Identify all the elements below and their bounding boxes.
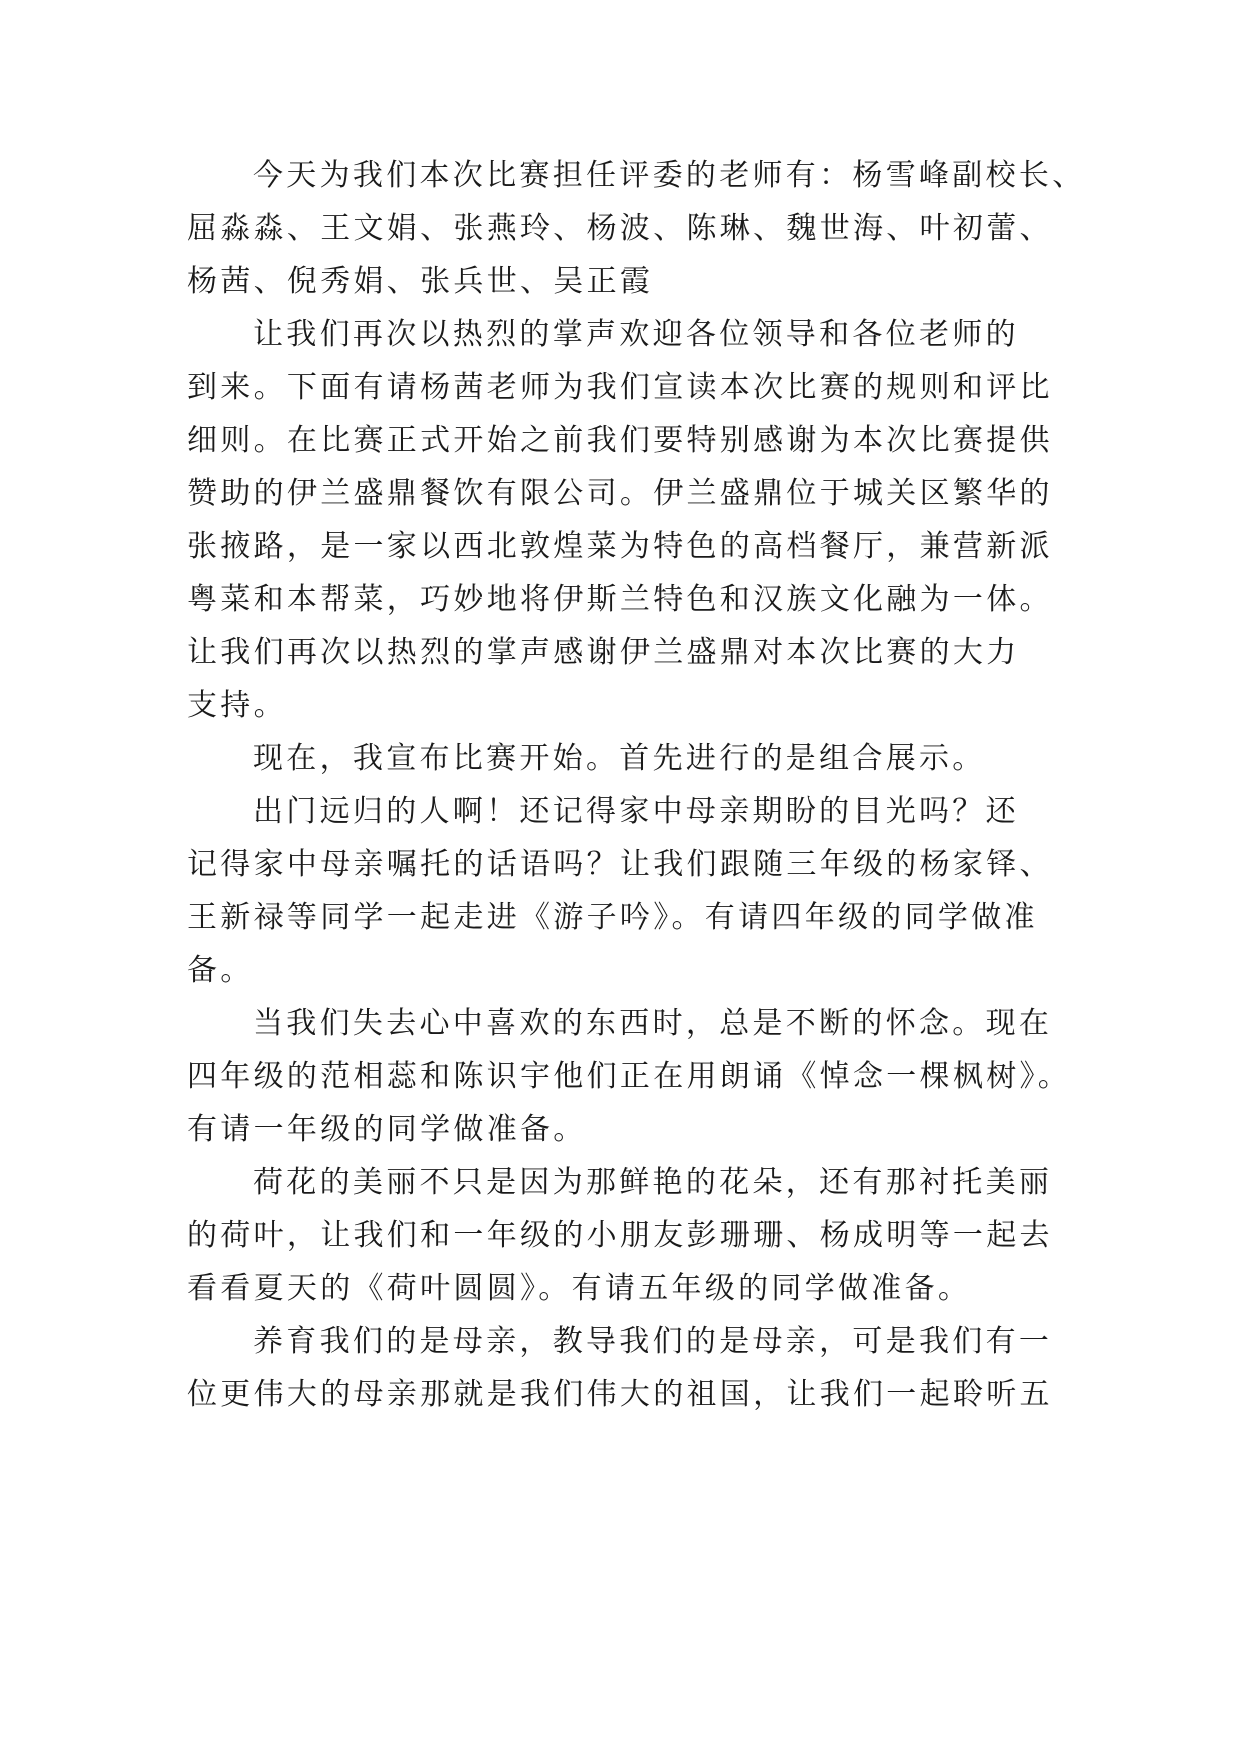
paragraph-2-line-6: 粤菜和本帮菜，巧妙地将伊斯兰特色和汉族文化融为一体。	[187, 582, 1053, 617]
paragraph-4-line-4: 备。	[187, 953, 254, 988]
paragraph-2-line-7: 让我们再次以热烈的掌声感谢伊兰盛鼎对本次比赛的大力	[187, 635, 1020, 670]
paragraph-4-line-2: 记得家中母亲嘱托的话语吗？让我们跟随三年级的杨家铎、	[187, 847, 1053, 882]
paragraph-2-line-4: 赞助的伊兰盛鼎餐饮有限公司。伊兰盛鼎位于城关区繁华的	[187, 476, 1053, 511]
paragraph-7-line-1: 养育我们的是母亲，教导我们的是母亲，可是我们有一	[253, 1324, 1053, 1359]
paragraph-2-line-1: 让我们再次以热烈的掌声欢迎各位领导和各位老师的	[253, 317, 1019, 352]
paragraph-2-line-2: 到来。下面有请杨茜老师为我们宣读本次比赛的规则和评比	[187, 370, 1053, 405]
paragraph-4-line-3: 王新禄等同学一起走进《游子吟》。有请四年级的同学做准	[187, 900, 1038, 935]
paragraph-5-line-2: 四年级的范相蕊和陈识宇他们正在用朗诵《悼念一棵枫树》。	[187, 1059, 1072, 1094]
paragraph-2-line-5: 张掖路，是一家以西北敦煌菜为特色的高档餐厅，兼营新派	[187, 529, 1053, 564]
paragraph-3-line-1: 现在，我宣布比赛开始。首先进行的是组合展示。	[253, 741, 986, 776]
paragraph-2-line-3: 细则。在比赛正式开始之前我们要特别感谢为本次比赛提供	[187, 423, 1053, 458]
paragraph-6-line-2: 的荷叶，让我们和一年级的小朋友彭珊珊、杨成明等一起去	[187, 1218, 1053, 1253]
paragraph-2-line-8: 支持。	[187, 688, 287, 723]
paragraph-6-line-3: 看看夏天的《荷叶圆圆》。有请五年级的同学做准备。	[187, 1271, 972, 1306]
paragraph-1-line-1: 今天为我们本次比赛担任评委的老师有：杨雪峰副校长、	[253, 158, 1086, 193]
paragraph-7-line-2: 位更伟大的母亲那就是我们伟大的祖国，让我们一起聆听五	[187, 1377, 1053, 1412]
paragraph-4-line-1: 出门远归的人啊！还记得家中母亲期盼的目光吗？还	[253, 794, 1019, 829]
paragraph-5-line-1: 当我们失去心中喜欢的东西时，总是不断的怀念。现在	[253, 1006, 1053, 1041]
paragraph-5-line-3: 有请一年级的同学做准备。	[187, 1112, 587, 1147]
paragraph-1-line-2: 屈淼淼、王文娟、张燕玲、杨波、陈琳、魏世海、叶初蕾、	[187, 211, 1053, 246]
paragraph-1-line-3: 杨茜、倪秀娟、张兵世、吴正霞	[187, 264, 654, 299]
paragraph-6-line-1: 荷花的美丽不只是因为那鲜艳的花朵，还有那衬托美丽	[253, 1165, 1053, 1200]
